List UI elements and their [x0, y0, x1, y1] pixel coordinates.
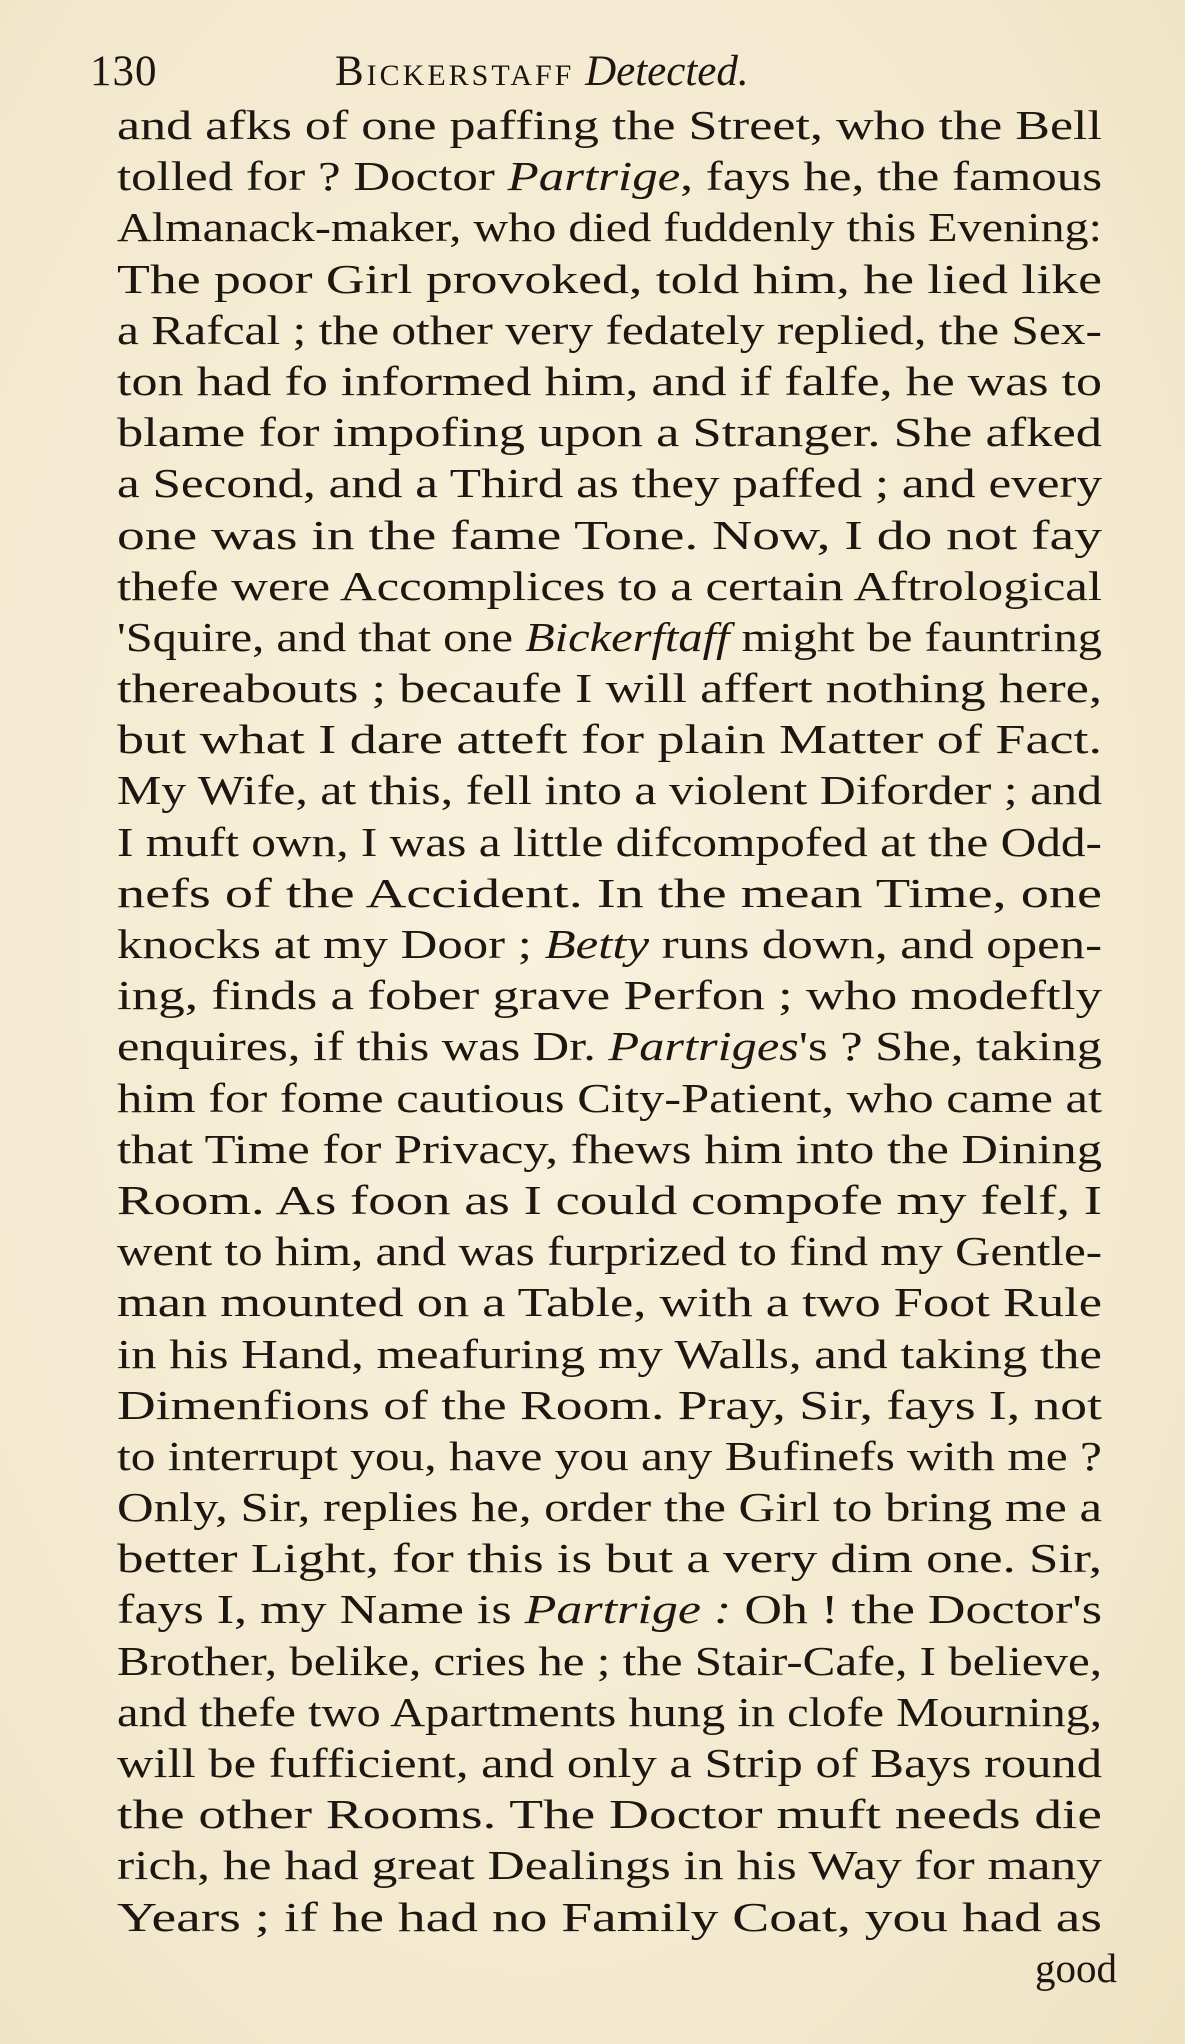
- italic-text: Partriges: [608, 1023, 799, 1070]
- text-run: in his Hand, meafuring my Walls, and taking the: [117, 1330, 1102, 1377]
- text-line: [117, 1738, 1117, 1789]
- text-line-content: [117, 1892, 1102, 1943]
- text-line-content: [117, 151, 1102, 202]
- text-run: to interrupt you, have you any Bufinefs with me ?: [117, 1432, 1102, 1479]
- text-line: [117, 202, 1117, 253]
- text-line: [117, 1789, 1117, 1840]
- catchword: good: [1035, 1944, 1117, 1991]
- text-line-content: [117, 919, 1102, 970]
- text-run: Oh ! the Doctor's: [731, 1586, 1103, 1633]
- text-line: [117, 1840, 1117, 1891]
- text-line: [117, 817, 1117, 868]
- text-line-content: [117, 663, 1102, 714]
- text-line-content: [117, 1073, 1102, 1124]
- text-line: [117, 1226, 1117, 1277]
- body-text: [117, 100, 1117, 1994]
- running-head: [335, 42, 749, 102]
- text-line: [117, 1073, 1117, 1124]
- text-line-content: [117, 1175, 1102, 1226]
- text-line-content: [117, 1584, 1102, 1635]
- text-line: [117, 356, 1117, 407]
- text-line-content: [117, 1687, 1102, 1738]
- page-header: [90, 42, 1090, 102]
- text-run: Years ; if he had no Family Coat, you had as: [117, 1893, 1102, 1940]
- text-run: blame for impofing upon a Stranger. She afked: [117, 409, 1102, 456]
- text-run: runs down, and open-: [649, 921, 1103, 967]
- text-line-content: [117, 1380, 1102, 1431]
- text-line: [117, 1687, 1117, 1738]
- text-line-content: [117, 561, 1102, 612]
- text-run: I muft own, I was a little difcompofed at the Odd-: [117, 818, 1102, 865]
- text-line-content: [117, 765, 1102, 816]
- italic-text: Partrige :: [524, 1586, 732, 1633]
- text-line-content: [117, 305, 1102, 356]
- text-run: The poor Girl provoked, told him, he lied like: [117, 255, 1103, 302]
- text-line-content: [117, 254, 1102, 305]
- text-run: better Light, for this is but a very dim one. Sir,: [117, 1535, 1102, 1582]
- text-line-content: [117, 612, 1102, 663]
- text-run: My Wife, at this, fell into a violent Diforder ; and: [117, 767, 1103, 814]
- page-number: 130: [90, 48, 158, 95]
- text-line: [117, 919, 1117, 970]
- text-line: [117, 305, 1117, 356]
- text-line-content: [117, 1789, 1102, 1840]
- text-line-content: [117, 1636, 1102, 1687]
- text-run: one was in the fame Tone. Now, I do not fay: [117, 511, 1102, 558]
- italic-text: Bickerftaff: [525, 613, 730, 660]
- text-line: [117, 1124, 1117, 1175]
- text-run: fays I, my Name is: [117, 1586, 525, 1633]
- text-run: but what I dare atteft for plain Matter of Fact.: [117, 716, 1103, 763]
- text-line-content: [117, 1533, 1102, 1584]
- text-line: [117, 1636, 1117, 1687]
- text-run: 's ? She, taking: [798, 1023, 1103, 1070]
- text-line: [117, 765, 1117, 816]
- text-line: [117, 612, 1117, 663]
- text-line: [117, 1431, 1117, 1482]
- text-line: [117, 868, 1117, 919]
- text-run: rich, he had great Dealings in his Way for many: [117, 1842, 1103, 1889]
- text-run: ing, finds a fober grave Perfon ; who modeftly: [117, 972, 1102, 1019]
- text-run: Dimenfions of the Room. Pray, Sir, fays I, not: [117, 1381, 1102, 1428]
- text-line-content: [117, 1021, 1102, 1072]
- text-line-content: [117, 202, 1102, 253]
- text-line-content: [117, 356, 1102, 407]
- text-line-content: [117, 1738, 1102, 1789]
- text-line: [117, 510, 1117, 561]
- italic-text: Betty: [544, 921, 650, 967]
- text-line: [117, 1329, 1117, 1380]
- text-line-content: [117, 1124, 1102, 1175]
- text-run: 'Squire, and that one: [117, 613, 526, 660]
- text-run: nefs of the Accident. In the mean Time, one: [117, 869, 1102, 916]
- text-line-content: [117, 1840, 1102, 1891]
- text-run: a Second, and a Third as they paffed ; and every: [117, 460, 1103, 507]
- text-run: tolled for ? Doctor: [117, 153, 508, 200]
- text-run: thereabouts ; becaufe I will affert nothing here,: [117, 665, 1102, 712]
- text-run: enquires, if this was Dr.: [117, 1023, 609, 1070]
- text-line-content: [117, 970, 1102, 1021]
- text-line: [117, 1892, 1117, 1943]
- text-line: [117, 1380, 1117, 1431]
- text-run: knocks at my Door ;: [117, 921, 545, 967]
- text-line-content: [117, 1431, 1102, 1482]
- text-line-content: [117, 1329, 1102, 1380]
- text-run: that Time for Privacy, fhews him into the Dining: [117, 1125, 1103, 1172]
- text-line-content: [117, 817, 1102, 868]
- text-run: and afks of one paffing the Street, who the Bell: [117, 102, 1102, 148]
- text-line-content: [117, 510, 1102, 561]
- text-line-content: [117, 1277, 1102, 1328]
- text-run: the other Rooms. The Doctor muft needs die: [117, 1791, 1102, 1838]
- text-run: man mounted on a Table, with a two Foot Rule: [117, 1279, 1102, 1326]
- text-line-content: [117, 458, 1102, 509]
- text-run: Only, Sir, replies he, order the Girl to bring me a: [117, 1484, 1102, 1531]
- text-line-content: [117, 100, 1102, 151]
- text-line: [117, 714, 1117, 765]
- text-run: and thefe two Apartments hung in clofe Mourning,: [117, 1688, 1103, 1735]
- text-line: [117, 151, 1117, 202]
- text-run: might be fauntring: [729, 613, 1103, 660]
- text-line: [117, 254, 1117, 305]
- text-line-content: [117, 868, 1102, 919]
- text-run: him for fome cautious City-Patient, who came at: [117, 1074, 1102, 1121]
- text-line: [117, 663, 1117, 714]
- text-run: Room. As foon as I could compofe my felf, I: [117, 1176, 1102, 1223]
- text-run: went to him, and was furprized to find my Gentle-: [117, 1228, 1103, 1275]
- text-line: [117, 1277, 1117, 1328]
- text-run: a Rafcal ; the other very fedately replied, the Sex-: [117, 306, 1102, 353]
- text-run: Almanack-maker, who died fuddenly this Evening:: [117, 204, 1102, 251]
- text-line: [117, 1021, 1117, 1072]
- text-run: thefe were Accomplices to a certain Aftrological: [117, 562, 1102, 609]
- text-line-content: [117, 407, 1102, 458]
- text-line: [117, 1584, 1117, 1635]
- running-head-title: Bickerstaff: [335, 48, 575, 95]
- text-run: Brother, belike, cries he ; the Stair-Cafe, I believe,: [117, 1637, 1102, 1684]
- text-line: [117, 561, 1117, 612]
- text-line: [117, 458, 1117, 509]
- text-line: [117, 407, 1117, 458]
- text-line: [117, 970, 1117, 1021]
- text-line-content: [117, 1482, 1102, 1533]
- italic-text: Partrige: [507, 153, 681, 200]
- text-run: will be fufficient, and only a Strip of Bays round: [117, 1740, 1103, 1786]
- text-line-content: [117, 1226, 1102, 1277]
- text-line-content: [117, 714, 1102, 765]
- text-line: [117, 1175, 1117, 1226]
- text-line: [117, 100, 1117, 151]
- text-line: [117, 1482, 1117, 1533]
- text-run: ton had fo informed him, and if falfe, he was to: [117, 357, 1102, 404]
- catchword-line: [117, 1943, 1117, 1994]
- running-head-subtitle: Detected.: [585, 48, 749, 95]
- text-run: , fays he, the famous: [680, 153, 1103, 200]
- text-line: [117, 1533, 1117, 1584]
